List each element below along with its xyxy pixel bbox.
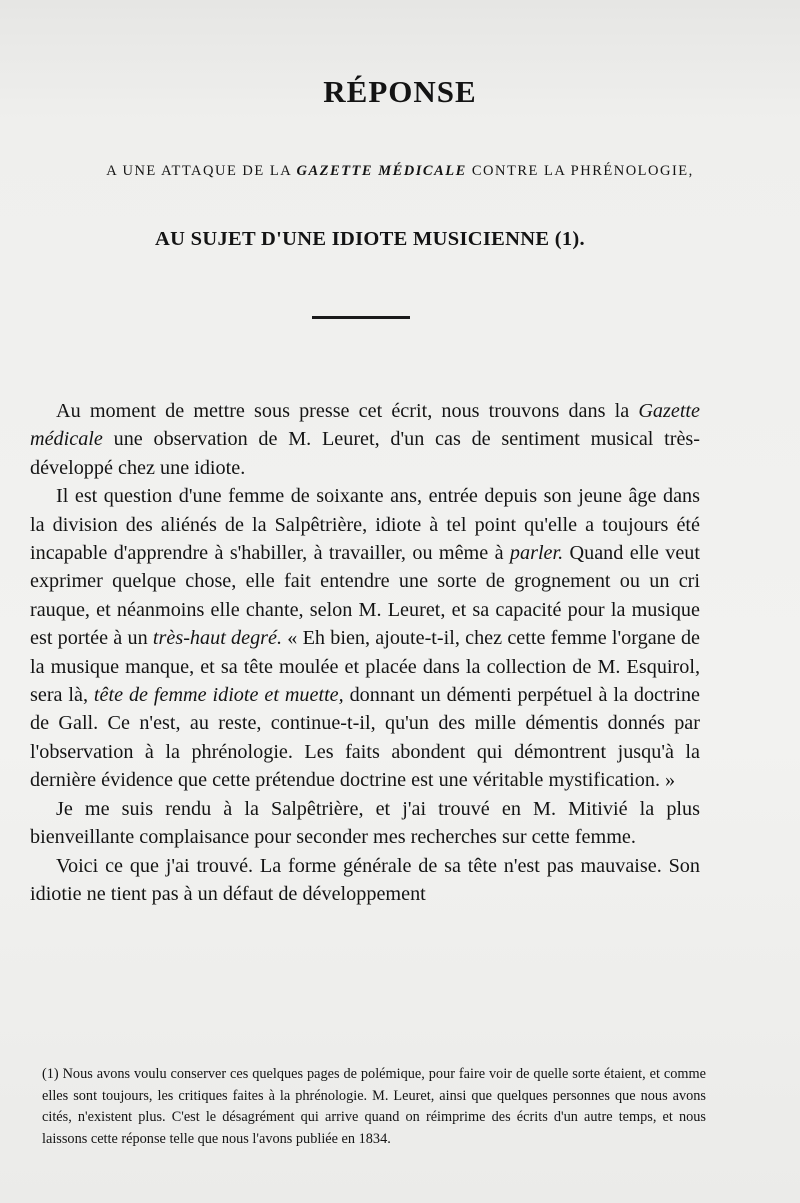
text-run: Il est question d'une femme de soixante ans, entrée depuis son jeune âge dans la division des aliénés de la Salpêtrière, idiote à tel point qu'elle a toujours été incapable d'apprendre à s'habiller, à travailler, ou même à bbox=[30, 485, 700, 565]
text-run: « Eh bien, ajoute-t-il, chez cette femme l'organe de la musique manque, et sa tête moulée et placée dans la collection de M. Esquirol, sera là, bbox=[30, 627, 701, 707]
text-run: une observation de M. Leuret, d'un cas de sentiment musical très-développé chez une idiote. bbox=[30, 428, 700, 479]
paragraph-4: Voici ce que j'ai trouvé. La forme générale de sa tête n'est pas mauvaise. Son idiotie ne tient pas à un défaut de développement bbox=[30, 854, 700, 905]
bleed-through-texture bbox=[20, 6, 780, 49]
text-run: Quand elle veut exprimer quelque chose, elle fait entendre une sorte de grognement ou un cri rauque, et néanmoins elle chante, selon M. Leuret, et sa capacité pour la musique est portée à un bbox=[30, 542, 700, 650]
subtitle-suffix: CONTRE LA PHRÉNOLOGIE, bbox=[466, 163, 694, 179]
text-run-italic: parler. bbox=[509, 542, 564, 565]
text-run-italic: très-haut degré. bbox=[152, 627, 283, 650]
text-run: donnant un démenti perpétuel à la doctrine de Gall. Ce n'est, au reste, continue-t-il, qu'un des mille démentis donnés par l'observation à la phrénologie. Les faits abondent qui démontrent jusqu'à la dernière évidence que cette prétendue doctrine est une véritable mystification. » bbox=[30, 684, 700, 792]
text-run-italic: tête de femme idiote et muette, bbox=[93, 684, 344, 707]
paragraph-1 bbox=[30, 397, 700, 482]
body-text bbox=[30, 397, 700, 908]
subtitle bbox=[30, 163, 770, 180]
page-title: RÉPONSE bbox=[323, 74, 477, 109]
subtitle-prefix: A UNE ATTAQUE DE LA bbox=[106, 163, 297, 179]
heading-divider bbox=[312, 316, 410, 319]
text-run-italic: Gazette médicale bbox=[30, 400, 700, 451]
section-heading: AU SUJET D'UNE IDIOTE MUSICIENNE (1). bbox=[155, 228, 585, 250]
paragraph-3: Je me suis rendu à la Salpêtrière, et j'ai trouvé en M. Mitivié la plus bienveillante complaisance pour seconder mes recherches sur cette femme. bbox=[30, 797, 700, 849]
footnote: (1) Nous avons voulu conserver ces quelques pages de polémique, pour faire voir de quelle sorte étaient, et comme elles sont toujours, les critiques faites à la phrénologie. M. Leuret, ainsi que quelques personnes que nous avons cités, n'existent plus. C'est le désagrément qui arrive quand on réimprime des écrits d'un autre temps, et nous laissons cette réponse telle que nous l'avons publiée en 1834. bbox=[42, 1066, 706, 1147]
text-run: Au moment de mettre sous presse cet écrit, nous trouvons dans la bbox=[56, 400, 639, 422]
paragraph-2 bbox=[30, 482, 700, 794]
subtitle-journal: GAZETTE MÉDICALE bbox=[296, 163, 467, 179]
